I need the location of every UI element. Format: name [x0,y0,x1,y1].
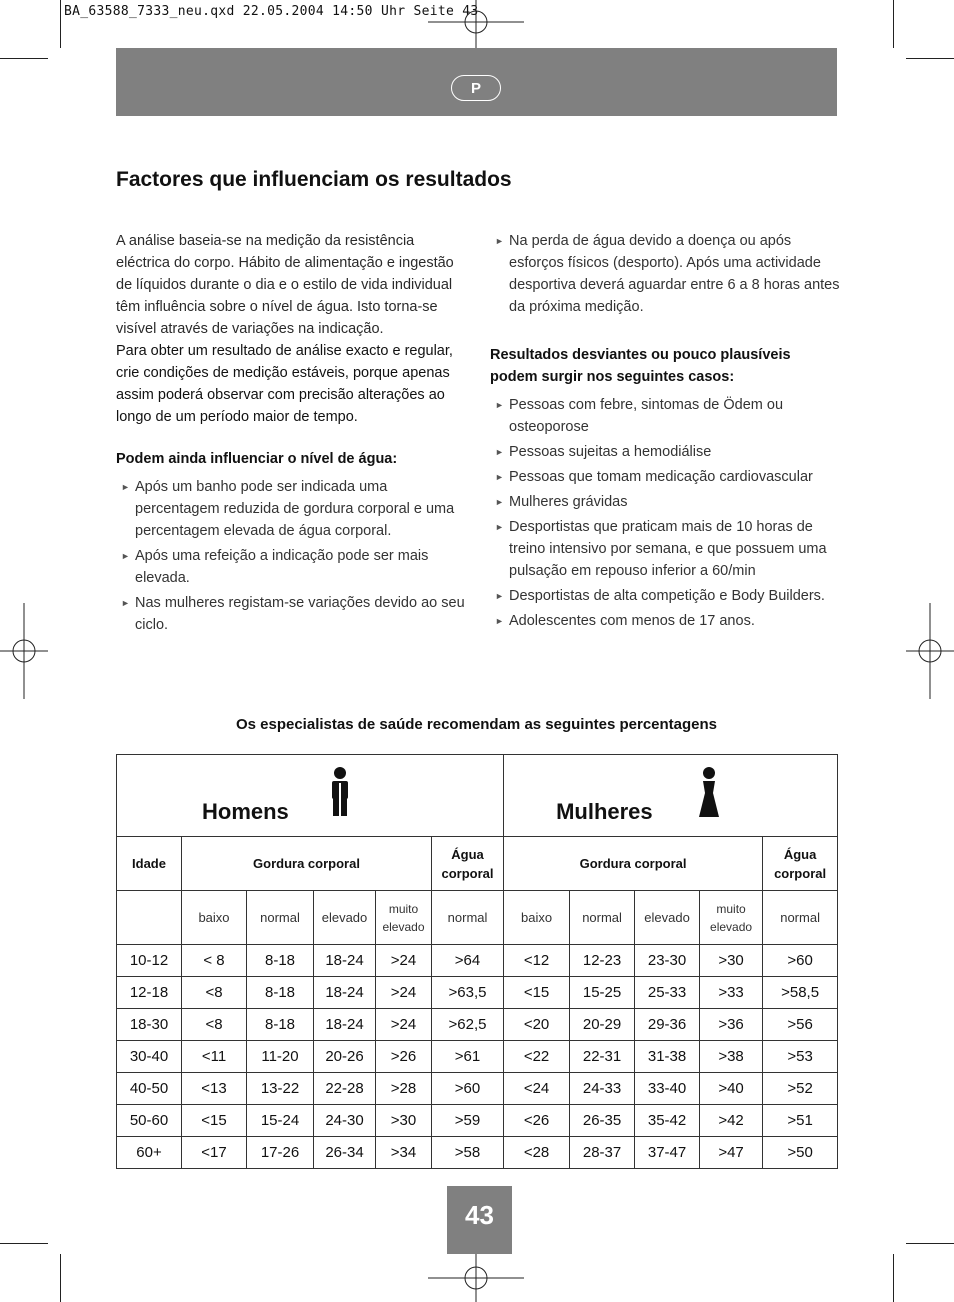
list-item: ► Pessoas com febre, sintomas de Ödem ou osteoporose [490,394,840,438]
emphasis-paragraph: Para obter um resultado de análise exacto e regular, crie condições de medição estáveis, porque apenas assim poderá observar com precisão alterações ao longo de um período maior de tempo. [116,343,453,425]
women-value-cell: >58,5 [763,977,838,1009]
men-low-header: baixo [182,891,247,945]
table-row [117,1009,838,1041]
women-value-cell: >53 [763,1041,838,1073]
men-value-cell: >60 [432,1073,504,1105]
women-value-cell: >47 [700,1137,763,1169]
men-very-high-header: muito elevado [376,891,432,945]
women-value-cell: >30 [700,945,763,977]
list-item: ► Desportistas que praticam mais de 10 horas de treino intensivo por semana, e que possuem uma pulsação em repouso inferior a 60/min [490,516,840,582]
intro-paragraph: A análise baseia-se na medição da resistência eléctrica do corpo. Hábito de alimentação e ingestão de líquidos durante o dia e o estilo de vida individual têm influência sobre o nível de água. Isto torna-se visível através de variações na indicação. [116,233,454,337]
list-item: ► Após um banho pode ser indicada uma percentagem reduzida de gordura corporal e uma percentagem elevada de água corporal. [116,476,466,542]
list-item: ► Pessoas sujeitas a hemodiálise [490,441,840,463]
men-value-cell: <15 [182,1105,247,1137]
women-value-cell: >38 [700,1041,763,1073]
age-cell: 50-60 [117,1105,182,1137]
men-value-cell: >64 [432,945,504,977]
women-low-header: baixo [504,891,570,945]
men-value-cell: 11-20 [247,1041,314,1073]
women-value-cell: <20 [504,1009,570,1041]
men-value-cell: >28 [376,1073,432,1105]
women-value-cell: >40 [700,1073,763,1105]
crop-mark [893,1254,894,1302]
bullet-arrow-icon: ► [495,236,504,246]
bullet-arrow-icon: ► [495,497,504,507]
table-row [117,1073,838,1105]
men-value-cell: >61 [432,1041,504,1073]
age-cell: 10-12 [117,945,182,977]
men-value-cell: >24 [376,1009,432,1041]
bullet-arrow-icon: ► [495,522,504,532]
deviant-results-heading: Resultados desviantes ou pouco plausíveis podem surgir nos seguintes casos: [490,347,791,385]
female-figure-icon [698,767,720,817]
bullet-arrow-icon: ► [121,598,130,608]
age-cell: 40-50 [117,1073,182,1105]
table-row [117,977,838,1009]
registration-mark-left [0,603,48,699]
men-value-cell: 18-24 [314,945,376,977]
women-value-cell: >60 [763,945,838,977]
women-value-cell: <15 [504,977,570,1009]
age-cell: 30-40 [117,1041,182,1073]
men-value-cell: 26-34 [314,1137,376,1169]
women-water-normal-header: normal [763,891,838,945]
women-value-cell: <24 [504,1073,570,1105]
crop-mark [0,1243,48,1244]
women-value-cell: 31-38 [635,1041,700,1073]
men-water-normal-header: normal [432,891,504,945]
men-value-cell: 15-24 [247,1105,314,1137]
list-item: ► Após uma refeição a indicação pode ser mais elevada. [116,545,466,589]
women-group-header [504,755,838,837]
women-value-cell: >50 [763,1137,838,1169]
list-item: ► Pessoas que tomam medicação cardiovascular [490,466,840,488]
men-value-cell: >24 [376,945,432,977]
list-item: ► Nas mulheres registam-se variações devido ao seu ciclo. [116,592,466,636]
bullet-arrow-icon: ► [495,400,504,410]
table-row [117,945,838,977]
men-normal-header: normal [247,891,314,945]
women-very-high-header: muito elevado [700,891,763,945]
women-value-cell: 23-30 [635,945,700,977]
women-value-cell: >42 [700,1105,763,1137]
bullet-arrow-icon: ► [495,472,504,482]
women-value-cell: 12-23 [570,945,635,977]
crop-mark [893,0,894,48]
women-high-header: elevado [635,891,700,945]
men-high-header: elevado [314,891,376,945]
men-fat-header: Gordura corporal [182,837,432,891]
women-value-cell: 25-33 [635,977,700,1009]
page-number: 43 [447,1186,512,1254]
age-cell: 12-18 [117,977,182,1009]
men-value-cell: 13-22 [247,1073,314,1105]
registration-mark-top [428,0,524,48]
men-value-cell: 22-28 [314,1073,376,1105]
crop-mark [60,0,61,48]
men-value-cell: >62,5 [432,1009,504,1041]
table-row [117,1041,838,1073]
women-label: Mulheres [556,799,653,824]
men-value-cell: 8-18 [247,977,314,1009]
percentage-table [116,754,838,1169]
print-slug-header: BA_63588_7333_neu.qxd 22.05.2004 14:50 Uhr Seite 43 [64,4,479,19]
crop-mark [60,1254,61,1302]
men-value-cell: <11 [182,1041,247,1073]
registration-mark-bottom [428,1254,524,1302]
men-value-cell: >58 [432,1137,504,1169]
men-value-cell: 18-24 [314,1009,376,1041]
crop-mark [906,1243,954,1244]
list-item: ► Adolescentes com menos de 17 anos. [490,610,840,632]
age-cell: 60+ [117,1137,182,1169]
bullet-arrow-icon: ► [495,447,504,457]
list-item: ► Mulheres grávidas [490,491,840,513]
men-value-cell: 8-18 [247,1009,314,1041]
bullet-arrow-icon: ► [121,482,130,492]
men-value-cell: >24 [376,977,432,1009]
male-figure-icon [329,767,351,817]
table-row [117,1137,838,1169]
women-value-cell: 35-42 [635,1105,700,1137]
bullet-arrow-icon: ► [121,551,130,561]
men-value-cell: >26 [376,1041,432,1073]
women-value-cell: >33 [700,977,763,1009]
left-column [116,230,466,639]
men-value-cell: >59 [432,1105,504,1137]
men-value-cell: < 8 [182,945,247,977]
women-water-header: Água corporal [763,837,838,891]
men-value-cell: 8-18 [247,945,314,977]
list-item: ► Desportistas de alta competição e Body Builders. [490,585,840,607]
women-value-cell: >36 [700,1009,763,1041]
men-value-cell: >30 [376,1105,432,1137]
women-value-cell: 37-47 [635,1137,700,1169]
women-value-cell: 28-37 [570,1137,635,1169]
age-column-header: Idade [117,837,182,891]
men-value-cell: 17-26 [247,1137,314,1169]
men-group-header [117,755,504,837]
crop-mark [906,58,954,59]
water-factors-list [116,476,466,636]
men-value-cell: <8 [182,977,247,1009]
men-value-cell: 24-30 [314,1105,376,1137]
men-value-cell: 18-24 [314,977,376,1009]
women-value-cell: 20-29 [570,1009,635,1041]
women-fat-header: Gordura corporal [504,837,763,891]
crop-mark [0,58,48,59]
bullet-arrow-icon: ► [495,616,504,626]
registration-mark-right [906,603,954,699]
language-badge: P [451,75,501,101]
women-value-cell: 24-33 [570,1073,635,1105]
men-value-cell: >63,5 [432,977,504,1009]
list-item: ► Na perda de água devido a doença ou após esforços físicos (desporto). Após uma actividade desportiva deverá aguardar entre 6 a 8 horas antes da próxima medição. [490,230,840,318]
page-title: Factores que influenciam os resultados [116,168,512,191]
women-value-cell: >56 [763,1009,838,1041]
men-value-cell: <13 [182,1073,247,1105]
women-value-cell: 22-31 [570,1041,635,1073]
empty-cell [117,891,182,945]
women-value-cell: >52 [763,1073,838,1105]
men-value-cell: <17 [182,1137,247,1169]
table-title: Os especialistas de saúde recomendam as seguintes percentagens [235,716,718,733]
women-value-cell: <22 [504,1041,570,1073]
men-value-cell: >34 [376,1137,432,1169]
age-cell: 18-30 [117,1009,182,1041]
men-value-cell: <8 [182,1009,247,1041]
deviant-results-list [490,394,840,632]
women-value-cell: >51 [763,1105,838,1137]
women-value-cell: 15-25 [570,977,635,1009]
water-factors-heading: Podem ainda influenciar o nível de água: [116,451,398,467]
women-value-cell: 33-40 [635,1073,700,1105]
men-label: Homens [202,799,289,824]
women-value-cell: 26-35 [570,1105,635,1137]
water-loss-list [490,230,840,318]
women-value-cell: <28 [504,1137,570,1169]
table-row [117,1105,838,1137]
women-normal-header: normal [570,891,635,945]
right-column [490,230,840,635]
women-value-cell: 29-36 [635,1009,700,1041]
men-value-cell: 20-26 [314,1041,376,1073]
men-water-header: Água corporal [432,837,504,891]
women-value-cell: <26 [504,1105,570,1137]
table-body [117,945,838,1169]
women-value-cell: <12 [504,945,570,977]
bullet-arrow-icon: ► [495,591,504,601]
